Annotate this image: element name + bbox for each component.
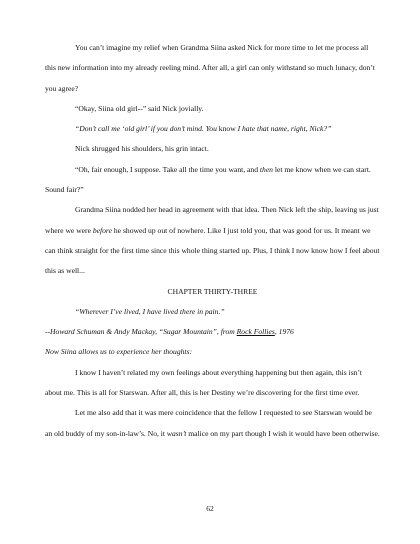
chapter-heading: CHAPTER THIRTY-THREE [167, 286, 258, 296]
paragraph-nick-okay: “Okay, Siina old girl--” said Nick jovially. [75, 103, 204, 113]
paragraph-shrug: Nick shrugged his shoulders, his grin intact. [75, 144, 209, 154]
italic-run: “Don’t call me ‘old girl’ if you don’t mind. You [75, 124, 219, 134]
italic-run: , 1976 [274, 327, 294, 337]
roman-run: Grandma Siina nodded her head in agreement with that idea. Then Nick left the ship, leaving us just where we were [45, 205, 379, 235]
italic-run: I hate that name, right, Nick?” [235, 124, 332, 134]
roman-run: “Oh, fair enough, I suppose. Take all the time you want, and [75, 164, 260, 174]
italic-run: then [259, 164, 273, 174]
roman-run: know [218, 124, 236, 134]
italic-run: before [92, 225, 112, 235]
italic-run: wasn’t [166, 428, 187, 438]
roman-run: he showed up out of nowhere. Like I just told you, that was good for us. It meant we can think straight for the first time since this whole thing started up. Plus, I think I now know how I feel about this as well... [45, 225, 380, 276]
page-number: 62 [206, 504, 214, 513]
paragraph-coincidence [45, 403, 380, 444]
epigraph-text: “Wherever I’ve lived, I have lived there in pain.” [75, 306, 225, 316]
paragraph-feelings: I know I haven’t related my own feelings about everything happening but then again, this isn’t about me. This is all for Starswan. After all, this is her Destiny we’re discovering for the first time ever. [45, 367, 362, 398]
paragraph-fair-enough [45, 160, 380, 201]
epigraph [45, 302, 380, 322]
italic-run: --Howard Schuman & Andy Mackay, “Sugar Mountain”, from [45, 327, 237, 337]
body-text [45, 38, 380, 444]
paragraph-nick-left [45, 200, 380, 281]
paragraph-relief: You can’t imagine my relief when Grandma Siina asked Nick for more time to let me process all this new information into my already reeling mind. After all, a girl can only withstand so much lunacy, don’t you agree? [45, 43, 375, 93]
intro-line [45, 342, 380, 362]
roman-run: let me know when we can start. Sound fair?” [45, 164, 371, 195]
epigraph-attribution [45, 322, 380, 342]
album-title: Rock Follies [236, 327, 275, 337]
paragraph-old-girl [45, 119, 380, 139]
intro-text: Now Siina allows us to experience her thoughts: [45, 347, 193, 357]
roman-run: malice on my part though I wish it would have been otherwise. [186, 428, 380, 438]
roman-run: Let me also add that it was mere coincidence that the fellow I requested to see Starswan would be an old buddy of my son-in-law’s. No, it [45, 408, 372, 438]
